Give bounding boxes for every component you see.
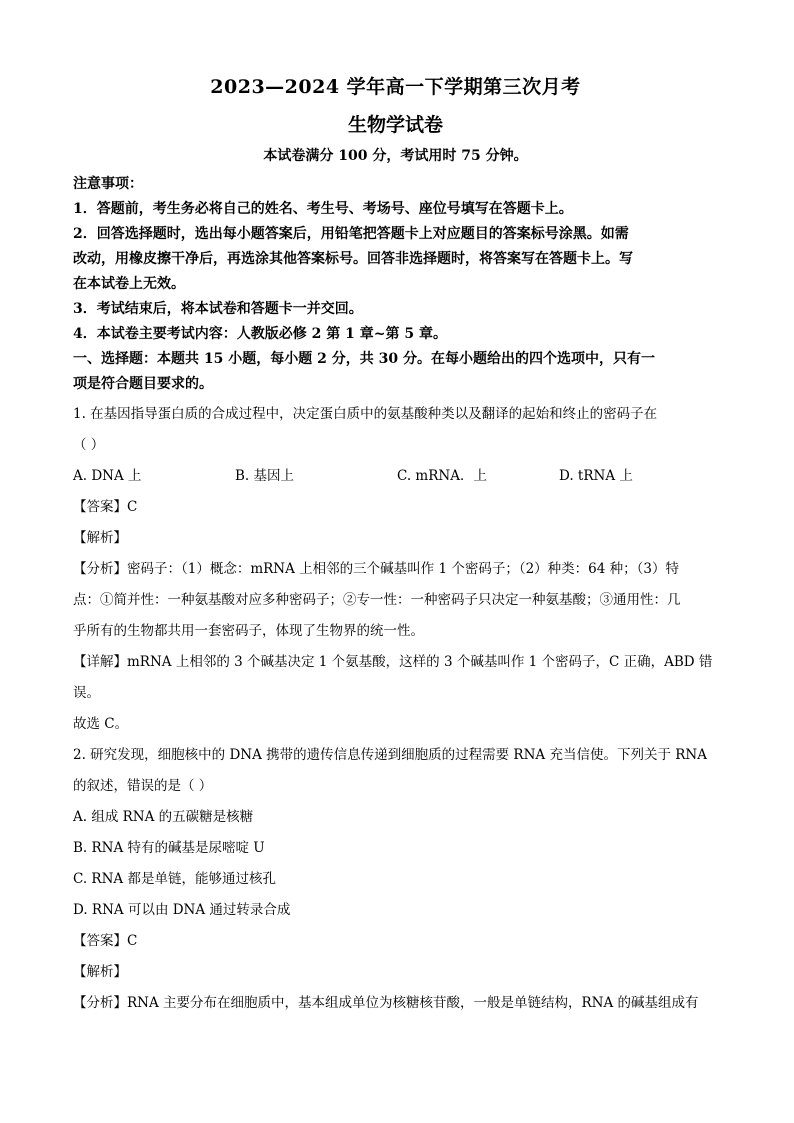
notice-item: 1．答题前，考生务必将自己的姓名、考生号、考场号、座位号填写在答题卡上。 xyxy=(73,201,573,217)
exam-title: 2023—2024 学年高一下学期第三次月考 xyxy=(210,76,581,98)
fenxi-tag: 【分析】 xyxy=(73,995,127,1011)
question-1 xyxy=(73,399,718,740)
option-a: A. 组成 RNA 的五碳糖是核糖 xyxy=(73,809,254,825)
section-title-line: 一、选择题：本题共 15 小题，每小题 2 分，共 30 分。在每小题给出的四个选项中，只有一 xyxy=(73,351,655,367)
exam-subject: 生物学试卷 xyxy=(347,114,443,136)
analysis-tag: 【解析】 xyxy=(73,530,127,546)
notice-item: 在本试卷上无效。 xyxy=(73,276,185,292)
notice-block xyxy=(73,172,718,347)
answer-line xyxy=(73,926,718,957)
conclusion-line: 故选 C。 xyxy=(73,716,129,732)
exam-info: 本试卷满分 100 分，考试用时 75 分钟。 xyxy=(263,148,528,164)
option-c: C. mRNA．上 xyxy=(397,468,487,484)
option-row xyxy=(73,461,718,492)
detail-line: 误。 xyxy=(73,685,100,701)
answer-tag: 【答案】 xyxy=(73,499,127,515)
option-a: A. DNA 上 xyxy=(73,468,142,484)
analysis-line: 点：①简并性：一种氨基酸对应多种密码子；②专一性：一种密码子只决定一种氨基酸；③通用性：几 xyxy=(73,592,681,608)
answer-line xyxy=(73,492,718,523)
fenxi-text: 密码子：（1）概念：mRNA 上相邻的三个碱基叫作 1 个密码子；（2）种类：64 种；（3）特 xyxy=(127,561,679,577)
question-stem: 1. 在基因指导蛋白质的合成过程中，决定蛋白质中的氨基酸种类以及翻译的起始和终止的密码子在 xyxy=(73,406,658,422)
notice-item: 改动，用橡皮擦干净后，再选涂其他答案标号。回答非选择题时，将答案写在答题卡上。写 xyxy=(73,251,633,267)
section-heading xyxy=(73,347,718,397)
answer-tag: 【答案】 xyxy=(73,933,127,949)
notice-heading: 注意事项： xyxy=(73,176,143,192)
section-title-line: 项是符合题目要求的。 xyxy=(73,376,213,392)
analysis-tag: 【解析】 xyxy=(73,964,127,980)
answer-value: C xyxy=(127,499,138,515)
detail-tag: 【详解】 xyxy=(73,654,127,670)
option-b: B. RNA 特有的碱基是尿嘧啶 U xyxy=(73,840,265,856)
answer-value: C xyxy=(127,933,138,949)
question-stem: 的叙述，错误的是（ ） xyxy=(73,778,213,794)
analysis-line: 乎所有的生物都共用一套密码子，体现了生物界的统一性。 xyxy=(73,623,424,639)
option-d: D. RNA 可以由 DNA 通过转录合成 xyxy=(73,902,291,918)
detail-line xyxy=(73,647,718,678)
notice-item: 3．考试结束后，将本试卷和答题卡一并交回。 xyxy=(73,301,363,317)
detail-text: mRNA 上相邻的 3 个碱基决定 1 个氨基酸，这样的 3 个碱基叫作 1 个密码子，C 正确，ABD 错 xyxy=(127,654,713,670)
fenxi-tag: 【分析】 xyxy=(73,561,127,577)
analysis-line xyxy=(73,554,718,585)
option-d: D. tRNA 上 xyxy=(559,468,633,484)
notice-item: 2．回答选择题时，选出每小题答案后，用铅笔把答题卡上对应题目的答案标号涂黑。如需 xyxy=(73,226,629,242)
option-b: B. 基因上 xyxy=(235,468,295,484)
question-2 xyxy=(73,740,718,1019)
question-stem: 2. 研究发现，细胞核中的 DNA 携带的遗传信息传递到细胞质的过程需要 RNA 充当信使。下列关于 RNA xyxy=(73,747,707,763)
fenxi-text: RNA 主要分布在细胞质中，基本组成单位为核糖核苷酸，一般是单链结构，RNA 的碱基组成有 xyxy=(127,995,699,1011)
question-stem: （ ） xyxy=(73,437,105,453)
analysis-line xyxy=(73,988,718,1019)
notice-item: 4．本试卷主要考试内容：人教版必修 2 第 1 章~第 5 章。 xyxy=(73,326,447,342)
option-c: C. RNA 都是单链，能够通过核孔 xyxy=(73,871,276,887)
